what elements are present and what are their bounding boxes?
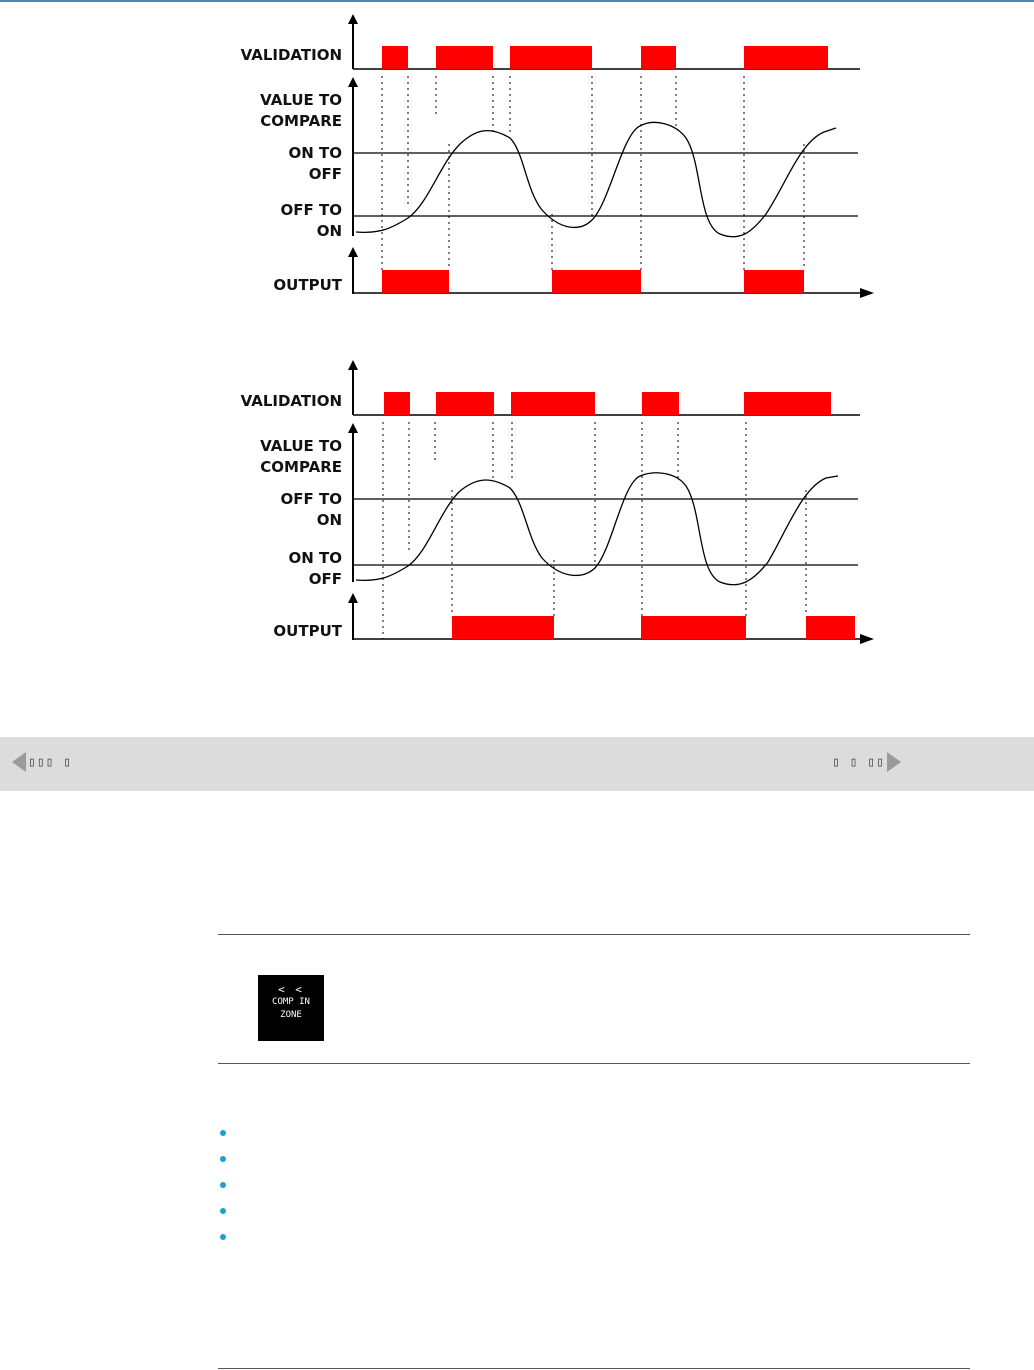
validation-pulse: [642, 392, 679, 415]
axis-arrow-icon: [348, 593, 358, 603]
validation-pulse: [436, 46, 493, 69]
block-icon-line2: COMP IN: [272, 997, 310, 1007]
divider-top: [218, 934, 970, 935]
block-icon-symbol: < <: [278, 983, 304, 996]
bullet-dot-icon: [220, 1234, 226, 1240]
output-pulse: [552, 270, 641, 293]
output-pulse: [641, 616, 746, 639]
axis-arrow-icon: [348, 77, 358, 87]
axis-arrow-icon: [348, 247, 358, 257]
divider-bottom: [218, 1368, 970, 1369]
block-icon-line3: ZONE: [280, 1010, 302, 1020]
label-output: OUTPUT: [273, 622, 342, 640]
divider-middle: [218, 1063, 970, 1064]
validation-pulse: [384, 392, 410, 415]
label-value-to-compare-1: VALUE TO: [260, 91, 342, 109]
time-arrow-icon: [860, 634, 874, 644]
arrow-left-icon: [12, 752, 26, 772]
output-pulse: [744, 270, 804, 293]
validation-pulse: [744, 392, 831, 415]
time-arrow-icon: [860, 288, 874, 298]
label-upper-threshold-1: ON TO: [288, 144, 342, 162]
validation-pulse: [510, 46, 592, 69]
label-lower-threshold-2: OFF: [308, 570, 342, 588]
validation-pulse: [641, 46, 676, 69]
bullet-dot-icon: [220, 1130, 226, 1136]
bullet-dot-icon: [220, 1182, 226, 1188]
timing-diagram-top: [220, 14, 880, 324]
timing-diagram-top-graphic: [220, 14, 880, 324]
bullet-dot-icon: [220, 1208, 226, 1214]
next-page-label: ▯ ▯ ▯▯: [832, 754, 885, 770]
timing-diagram-bottom: [220, 360, 880, 670]
label-lower-threshold-1: ON TO: [288, 549, 342, 567]
bullet-dot-icon: [220, 1156, 226, 1162]
arrow-right-icon: [887, 752, 901, 772]
validation-pulse: [744, 46, 828, 69]
label-upper-threshold-1: OFF TO: [280, 490, 342, 508]
navigation-bar: [0, 737, 1034, 791]
axis-arrow-icon: [348, 423, 358, 433]
previous-page-label: ▯▯▯ ▯: [28, 754, 73, 770]
comp-in-zone-block-icon: [258, 975, 324, 1041]
label-upper-threshold-2: ON: [316, 511, 342, 529]
axis-arrow-icon: [348, 360, 358, 370]
validation-pulse: [436, 392, 494, 415]
label-validation: VALIDATION: [240, 46, 342, 64]
label-value-to-compare-1: VALUE TO: [260, 437, 342, 455]
axis-arrow-icon: [348, 14, 358, 24]
output-pulse: [382, 270, 449, 293]
label-value-to-compare-2: COMPARE: [260, 112, 342, 130]
validation-pulse: [511, 392, 595, 415]
previous-page-link[interactable]: [12, 751, 72, 773]
top-rule: [0, 0, 1034, 2]
label-value-to-compare-2: COMPARE: [260, 458, 342, 476]
validation-pulse: [382, 46, 408, 69]
label-lower-threshold-2: ON: [316, 222, 342, 240]
output-pulse: [452, 616, 554, 639]
timing-diagram-bottom-graphic: [220, 360, 880, 670]
value-curve: [356, 473, 838, 585]
output-pulse: [806, 616, 855, 639]
label-output: OUTPUT: [273, 276, 342, 294]
label-lower-threshold-1: OFF TO: [280, 201, 342, 219]
value-curve: [356, 122, 836, 236]
label-validation: VALIDATION: [240, 392, 342, 410]
next-page-link[interactable]: [832, 751, 901, 773]
label-upper-threshold-2: OFF: [308, 165, 342, 183]
